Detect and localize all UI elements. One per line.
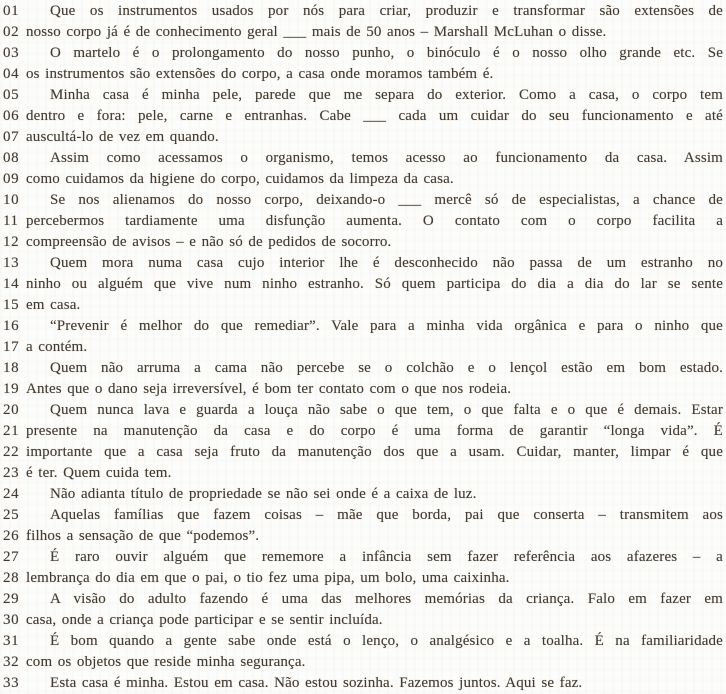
line-number: 16 [3,318,20,334]
line-text: Quem mora numa casa cujo interior lhe é desconhecido não passa de um estranho no [50,255,723,271]
text-line [0,85,726,106]
line-number: 26 [3,528,20,544]
line-number: 33 [3,675,20,691]
text-line [0,400,726,421]
line-number: 21 [3,423,20,439]
line-number: 08 [3,150,20,166]
line-text: os instrumentos são extensões do corpo, a casa onde moramos também é. [26,66,494,82]
line-text: filhos a sensação de que “podemos”. [26,528,260,544]
text-line [0,127,726,148]
line-text: em casa. [26,297,81,313]
text-line [0,22,726,43]
line-number: 24 [3,486,20,502]
text-line [0,253,726,274]
text-line [0,148,726,169]
line-text: casa, onde a criança pode participar e se sentir incluída. [26,612,383,628]
text-line [0,589,726,610]
line-text: com os objetos que reside minha segurança. [26,654,306,670]
text-lines [0,1,726,694]
line-text: Antes que o dano seja irreversível, é bom ter contato com o que nos rodeia. [26,381,512,397]
line-number: 22 [3,444,20,460]
line-number: 12 [3,234,20,250]
text-line [0,316,726,337]
line-text: É bom quando a gente sabe onde está o lenço, o analgésico e a toalha. É na familiaridade [50,633,723,649]
text-line [0,505,726,526]
text-line [0,421,726,442]
line-number: 29 [3,591,20,607]
text-line [0,169,726,190]
text-line [0,652,726,673]
line-text: como cuidamos da higiene do corpo, cuidamos da limpeza da casa. [26,171,454,187]
line-text: é ter. Quem cuida tem. [26,465,172,481]
text-line [0,337,726,358]
line-text: importante que a casa seja fruto da manutenção dos que a usam. Cuidar, manter, limpar é que [26,444,723,460]
text-line [0,106,726,127]
line-text: O martelo é o prolongamento do nosso punho, o binóculo é o nosso olho grande etc. Se [50,45,723,61]
text-line [0,610,726,631]
line-text: A visão do adulto fazendo é uma das melhores memórias da criança. Falo em fazer em [50,591,723,607]
line-text: Minha casa é minha pele, parede que me separa do exterior. Como a casa, o corpo tem [50,87,723,103]
line-number: 11 [3,213,19,229]
line-number: 10 [3,192,20,208]
line-text: presente na manutenção da casa e do corpo é uma forma de garantir “longa vida”. É [26,423,723,439]
text-line [0,673,726,694]
line-text: percebermos tardiamente uma disfunção aumenta. O contato com o corpo facilita a [26,213,723,229]
text-line [0,379,726,400]
line-number: 32 [3,654,20,670]
line-number: 23 [3,465,20,481]
line-number: 28 [3,570,20,586]
text-line [0,463,726,484]
text-line [0,64,726,85]
line-text: Que os instrumentos usados por nós para criar, produzir e transformar são extensões de [50,3,723,19]
line-number: 09 [3,171,20,187]
line-text: É raro ouvir alguém que rememore a infância sem fazer referência aos afazeres – a [50,549,723,565]
line-text: Quem não arruma a cama não percebe se o colchão e o lençol estão em bom estado. [50,360,723,376]
line-text: Não adianta título de propriedade se não sei onde é a caixa de luz. [50,486,477,502]
line-number: 19 [3,381,20,397]
line-text: a contém. [26,339,88,355]
line-text: compreensão de avisos – e não só de pedidos de socorro. [26,234,392,250]
text-line [0,547,726,568]
line-text: Aquelas famílias que fazem coisas – mãe que borda, pai que conserta – transmitem aos [50,507,723,523]
line-number: 03 [3,45,20,61]
line-number: 27 [3,549,20,565]
text-line [0,568,726,589]
text-line [0,631,726,652]
text-line [0,274,726,295]
line-text: Assim como acessamos o organismo, temos acesso ao funcionamento da casa. Assim [50,150,723,166]
text-line [0,232,726,253]
text-line [0,1,726,22]
line-number: 18 [3,360,20,376]
line-text: ninho ou alguém que vive num ninho estranho. Só quem participa do dia a dia do lar se sente [26,276,723,292]
line-number: 01 [3,3,20,19]
text-line [0,358,726,379]
text-line [0,442,726,463]
text-line [0,295,726,316]
line-text: lembrança do dia em que o pai, o tio fez uma pipa, um bolo, uma caixinha. [26,570,510,586]
text-line [0,43,726,64]
line-number: 02 [3,24,20,40]
line-number: 13 [3,255,20,271]
line-number: 20 [3,402,20,418]
line-number: 17 [3,339,20,355]
text-line [0,211,726,232]
line-number: 25 [3,507,20,523]
text-line [0,190,726,211]
line-text: nosso corpo já é de conhecimento geral ___ mais de 50 anos – Marshall McLuhan o disse. [26,24,607,40]
line-text: “Prevenir é melhor do que remediar”. Vale para a minha vida orgânica e para o ninho que [50,318,723,334]
line-text: Se nos alienamos do nosso corpo, deixando-o ___ mercê só de especialistas, a chance de [50,192,723,208]
line-number: 14 [3,276,20,292]
line-text: Esta casa é minha. Estou em casa. Não estou sozinha. Fazemos juntos. Aqui se faz. [50,675,583,691]
line-number: 06 [3,108,20,124]
line-text: Quem nunca lava e guarda a louça não sabe o que tem, o que falta e o que é demais. Estar [50,402,723,418]
line-number: 30 [3,612,20,628]
line-number: 07 [3,129,20,145]
line-number: 04 [3,66,20,82]
text-line [0,484,726,505]
line-number: 05 [3,87,20,103]
text-line [0,526,726,547]
line-number: 15 [3,297,20,313]
line-text: auscultá-lo de vez em quando. [26,129,219,145]
line-number: 31 [3,633,20,649]
line-text: dentro e fora: pele, carne e entranhas. Cabe ___ cada um cuidar do seu funcionamento e até [26,108,723,124]
